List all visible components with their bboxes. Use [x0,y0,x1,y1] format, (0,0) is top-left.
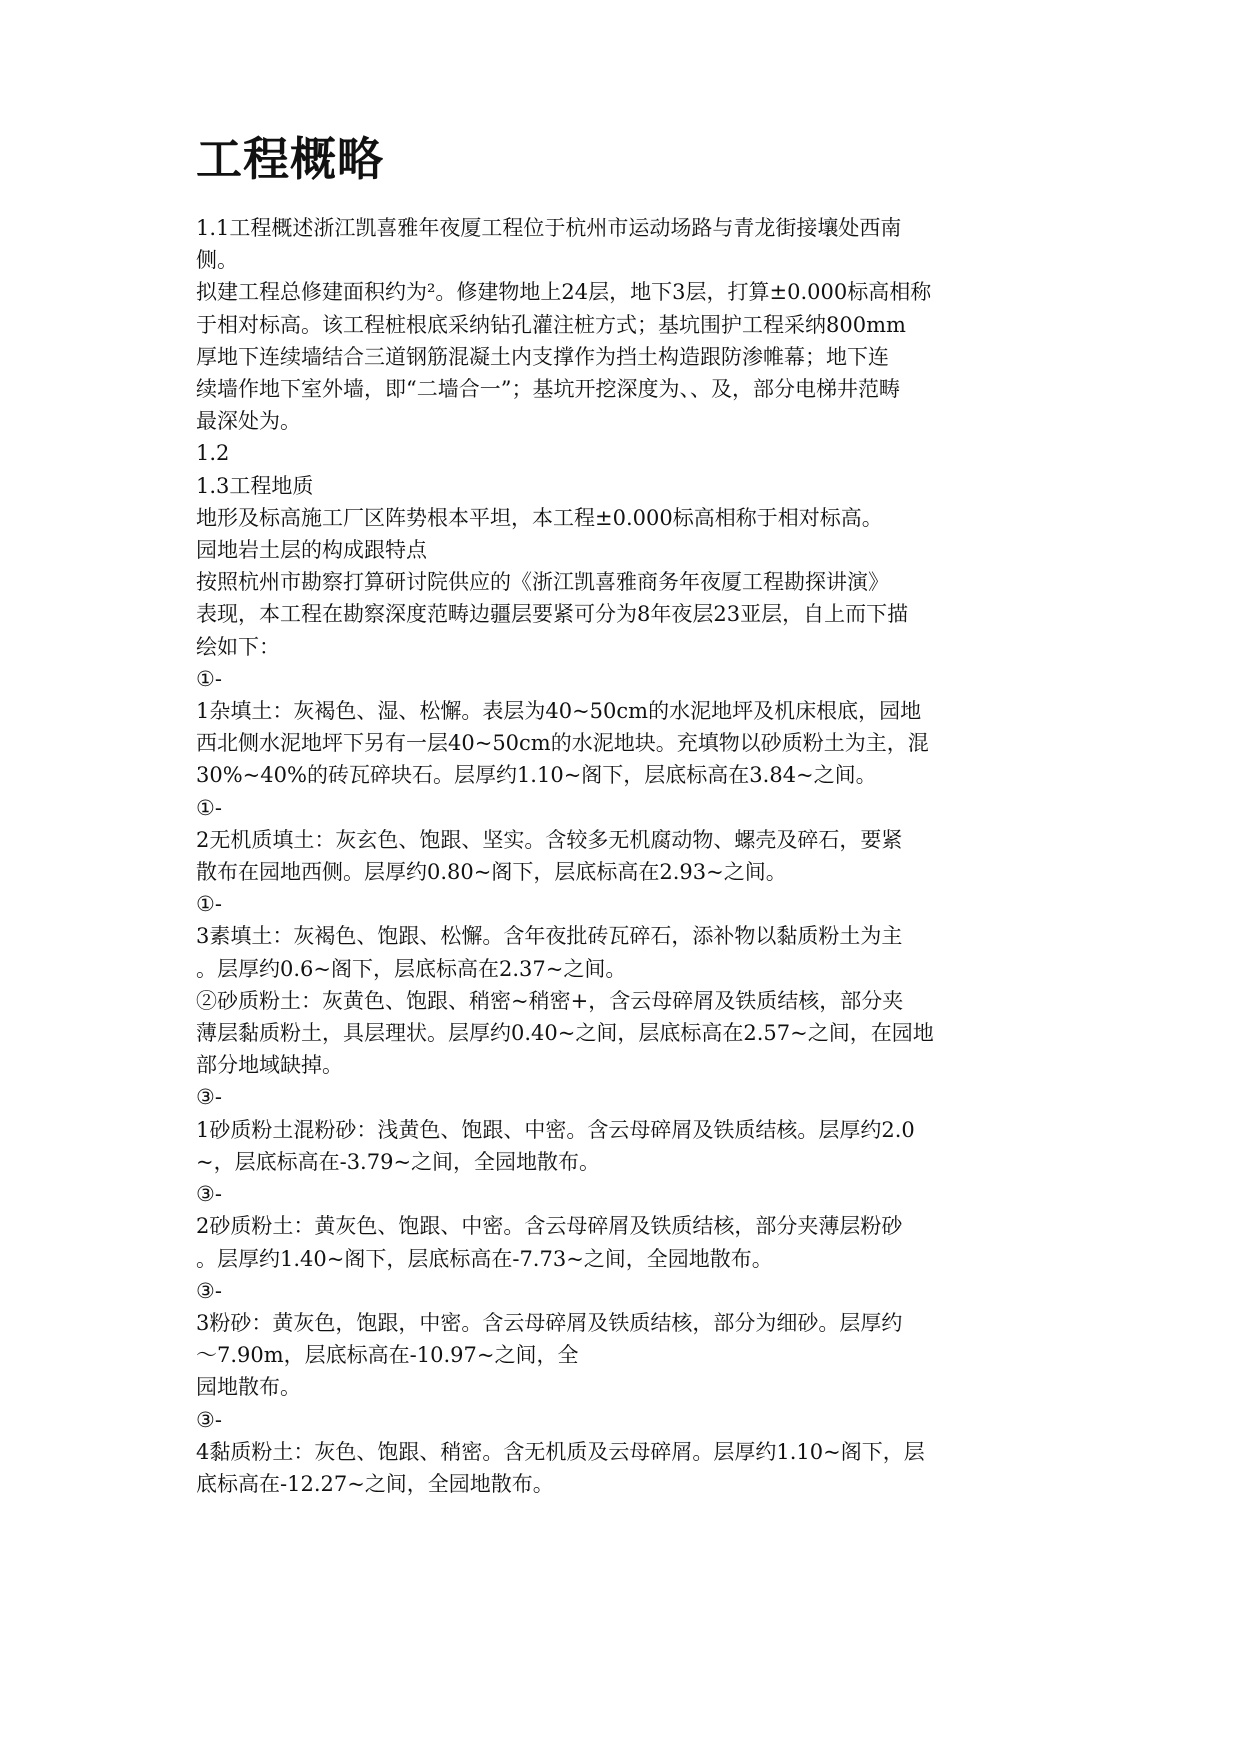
text-line: 1.1工程概述浙江凯喜雅年夜厦工程位于杭州市运动场路与青龙街接壤处西南 [196,216,902,240]
text-line: 4黏质粉土：灰色、饱跟、稍密。含无机质及云母碎屑。层厚约1.10~阁下，层 [196,1439,925,1464]
document-body [196,212,1056,1500]
document-page [196,128,1056,1500]
text-line: 1.2 [196,441,230,466]
text-line: 薄层黏质粉土，具层理状。层厚约0.40~之间，层底标高在2.57~之间，在园地 [196,1021,934,1046]
text-line: ③- [196,1182,222,1207]
text-line: 。层厚约1.40~阁下，层底标高在-7.73~之间，全园地散布。 [196,1246,773,1271]
text-line: 2无机质填土：灰玄色、饱跟、坚实。含较多无机腐动物、螺壳及碎石，要紧 [196,827,903,852]
text-line: 散布在园地西侧。层厚约0.80~阁下，层底标高在2.93~之间。 [196,860,787,885]
text-line: 最深处为。 [196,409,301,434]
text-line: ③- [196,1085,222,1110]
text-line: 。层厚约0.6~阁下，层底标高在2.37~之间。 [196,956,627,981]
text-line: 厚地下连续墙结合三道钢筋混凝土内支撑作为挡土构造跟防渗帷幕；地下连 [196,344,889,369]
text-line: 西北侧水泥地坪下另有一层40~50cm的水泥地块。充填物以砂质粉土为主，混 [196,731,929,756]
text-line: 拟建工程总修建面积约为²。修建物地上24层，地下3层，打算±0.000标高相称 [196,280,932,305]
text-line: ①- [196,666,222,691]
text-line: 底标高在-12.27~之间，全园地散布。 [196,1471,554,1496]
text-line: 于相对标高。该工程桩根底采纳钻孔灌注桩方式；基坑围护工程采纳800mm [196,312,906,337]
text-line: ①- [196,795,222,820]
text-line: ~，层底标高在-3.79~之间，全园地散布。 [196,1149,601,1174]
text-line: 绘如下： [196,634,280,659]
text-line: 3素填土：灰褐色、饱跟、松懈。含年夜批砖瓦碎石，添补物以黏质粉土为主 [196,924,903,949]
text-line: ～7.90m，层底标高在-10.97~之间，全 [196,1343,579,1368]
text-line: ①- [196,892,222,917]
text-line: 1.3工程地质 [196,473,314,498]
text-line: 地形及标高施工厂区阵势根本平坦，本工程±0.000标高相称于相对标高。 [196,505,883,530]
text-line: 表现，本工程在勘察深度范畴边疆层要紧可分为8年夜层23亚层，自上而下描 [196,602,909,627]
text-line: ②砂质粉土：灰黄色、饱跟、稍密~稍密+，含云母碎屑及铁质结核，部分夹 [196,988,904,1013]
text-line: 1杂填土：灰褐色、湿、松懈。表层为40~50cm的水泥地坪及机床根底，园地 [196,699,922,724]
text-line: 2砂质粉土：黄灰色、饱跟、中密。含云母碎屑及铁质结核，部分夹薄层粉砂 [196,1214,903,1239]
text-line: ③- [196,1407,222,1432]
text-line: 按照杭州市勘察打算研讨院供应的《浙江凯喜雅商务年夜厦工程勘探讲演》 [196,570,889,595]
text-line: 园地岩土层的构成跟特点 [196,538,427,563]
text-line: ③- [196,1278,222,1303]
document-title: 工程概略 [196,132,384,186]
text-line: 3粉砂：黄灰色，饱跟，中密。含云母碎屑及铁质结核，部分为细砂。层厚约 [196,1310,903,1335]
text-line: 侧。 [196,248,238,273]
text-line: 30%~40%的砖瓦碎块石。层厚约1.10~阁下，层底标高在3.84~之间。 [196,763,877,788]
text-line: 部分地域缺掉。 [196,1053,343,1078]
text-line: 1砂质粉土混粉砂：浅黄色、饱跟、中密。含云母碎屑及铁质结核。层厚约2.0 [196,1117,915,1142]
text-line: 续墙作地下室外墙，即“二墙合一”；基坑开挖深度为、、及，部分电梯井范畴 [196,377,900,402]
text-line: 园地散布。 [196,1375,301,1400]
